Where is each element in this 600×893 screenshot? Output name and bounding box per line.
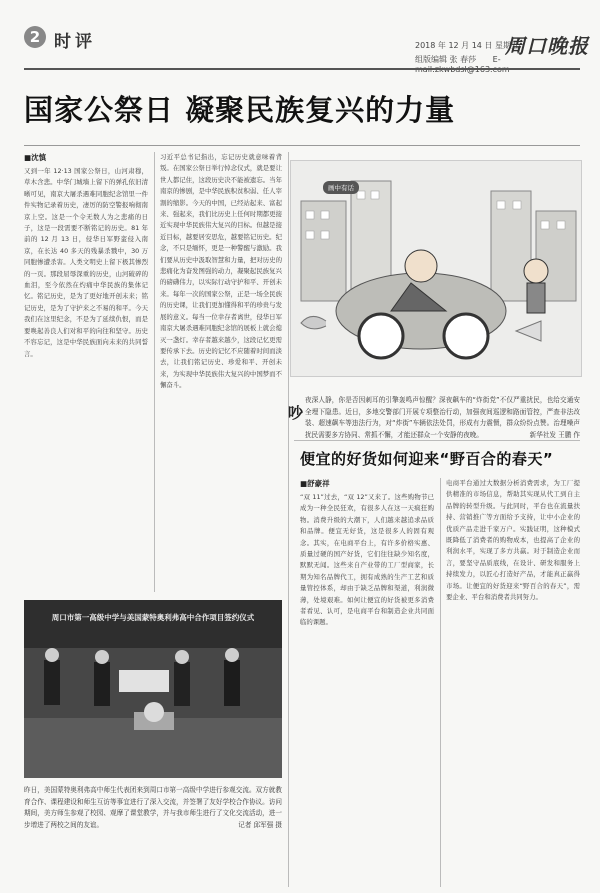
email: E- (492, 55, 501, 64)
cartoon-caption (305, 395, 580, 441)
editor: 组版编辑 张 春莎 (415, 55, 477, 64)
section-title: 时评 (54, 32, 96, 52)
article1-column-2: 习近平总书记指出，忘记历史就意味着背叛。在国家公祭日举行悼念仪式，就是要让世人都记住，这段历史决不能被遗忘。当年南京的惨剧，是中华民族积贫积弱、任人宰割的缩影。今天的中国，已经站起来、富起来、强起来，我们比历史上任何时期都更接近实现中华民族伟大复兴的目标。但越是接近目标，越要居安思危，越要铭记历史。纪念，不只是缅怀，更是一种警醒与激励。我们要从历史中汲取智慧和力量，把对历史的悲痛化为奋发图强的动力，凝聚起民族复兴的磅礴伟力，以实际行动守护和平、开创未来。每年一次的国家公祭，正是一场全民族的历史课，让我们更加懂得和平的珍贵与发展的意义。每当一位幸存者离世，侵华日军南京大屠杀遇难同胞纪念馆的展板上就会熄灭一盏灯。幸存者越来越少，这段记忆更需要传承下去。历史的记忆不应随着时间而淡去，让我们铭记历史、珍爱和平、开创未来，为实现中华民族伟大复兴的中国梦而不懈奋斗。 (160, 153, 282, 390)
article2-byline: ■舒豪祥 (300, 479, 330, 488)
article2-column-2: 电商平台通过大数据分析消费需求，为工厂提供精准的市场信息，帮助其实现从代工到自主品牌的转型升级。与此同时，平台也在流量扶持、营销推广等方面给予支持，让中小企业的优质产品走进千家万户。实践证明，这种模式既降低了消费者的购物成本，也提高了企业的利润水平，实现了多方共赢。对于制造企业而言，要坚守品质底线，在设计、研发和服务上持续发力，以匠心打造好产品，才能真正赢得市场。让便宜的好货迎来“野百合的春天”，需要企业、平台和消费者共同努力。 (446, 479, 580, 602)
page-header (0, 0, 600, 64)
article1-byline: ■沈慎 (24, 153, 47, 162)
cartoon-title: 吵 (288, 404, 304, 422)
issue-date: 2018 年 12 月 14 日 星期五 (415, 41, 519, 50)
cartoon-tag: 画中有话 (323, 181, 359, 194)
photo-drawing (24, 600, 282, 778)
editor-info (415, 54, 600, 74)
cartoon-illustration (290, 160, 582, 377)
photo-banner: 周口市第一高级中学与美国蒙特奥利弗高中合作项目签约仪式 (51, 613, 255, 622)
photo-credit: 记者 邱军强 摄 (238, 820, 282, 829)
event-photo (24, 600, 282, 778)
article2-headline: 便宜的好货如何迎来“野百合的春天” (300, 450, 554, 468)
column-divider-2 (440, 478, 441, 887)
column-divider (154, 152, 155, 592)
cartoon-caption-text: 夜深人静，你是否因刺耳的引擎轰鸣声惊醒？深夜飙车的“炸街党”不仅严重扰民，也给交通安全埋下隐患。近日，多地交警部门开展专项整治行动，加强夜间巡逻和路面管控，严查非法改装、超速飙车等违法行为，对“炸街”车辆依法处罚，形成有力震慑，群众纷纷点赞。治理噪声扰民需要多方协同、常抓不懈，才能还群众一个安静的夜晚。 (305, 396, 580, 439)
section-rule (294, 440, 580, 441)
article2-column-1: “双 11”过去，“双 12”又来了。这些购物节已成为一种全民狂欢，有很多人在这一天疯狂购物。消费升级的大潮下，人们越来越追求品质和品牌。便宜无好货，这是很多人的固有观念。其实，在电商平台上，有许多价格实惠、质量过硬的国产好货，它们往往缺少知名度，默默无闻。这些来自产业带的工厂型商家，长期为知名品牌代工，拥有成熟的生产工艺和质量管控体系，却由于缺乏品牌和渠道，利润微薄，处境艰难。如何让便宜的好货被更多消费者看见、认可，是电商平台和制造企业共同面临的课题。 (300, 493, 434, 627)
photo-caption-text: 昨日，美国蒙特奥利弗高中师生代表团来到周口市第一高级中学进行参观交流。双方就教育合作、课程建设和师生互访等事宜进行了深入交流，并签署了友好学校合作协议。访问期间，美方师生参观了校园、观摩了课堂教学，并与我市师生进行了文化交流活动，进一步增进了两校之间的友谊。 (24, 786, 282, 829)
article1-column-1: 又到一年 12·13 国家公祭日，山河肃穆，草木含悲。中华门城墙上留下的弹孔依旧清晰可见，南京大屠杀遇难同胞纪念馆里一件件实物记录着历史，凄厉的防空警报响彻南京上空。这是一个令无数人为之悲痛的日子，这是一段需要不断铭记的历史。81 年前的 12 月 13 日，侵华日军野蛮侵入南京，在长达 40 多天的残暴杀戮中，30 万同胞惨遭杀害。人类文明史上留下极其惨烈的一页。那段屈辱深重的历史，山河破碎的血泪，至今依然在灼痛中华民族的集体记忆。铭记历史，是为了更好地开创未来；铭记历史，是为了守护来之不易的和平。今天我们在这里纪念，不是为了延续仇恨，而是要唤起善良人们对和平的向往和坚守。历史不容忘记，这是中华民族面向未来的共同誓言。 (24, 167, 148, 358)
header-rule (24, 68, 580, 70)
page-divider (288, 152, 289, 887)
main-headline: 国家公祭日 凝聚民族复兴的力量 (24, 93, 456, 127)
page-number: 2 (24, 26, 46, 48)
paper-name: 周口晚报 (505, 34, 589, 58)
photo-caption (24, 785, 282, 831)
cartoon-credit: 新华社发 王鹏 作 (529, 430, 580, 439)
headline-rule (24, 145, 580, 146)
